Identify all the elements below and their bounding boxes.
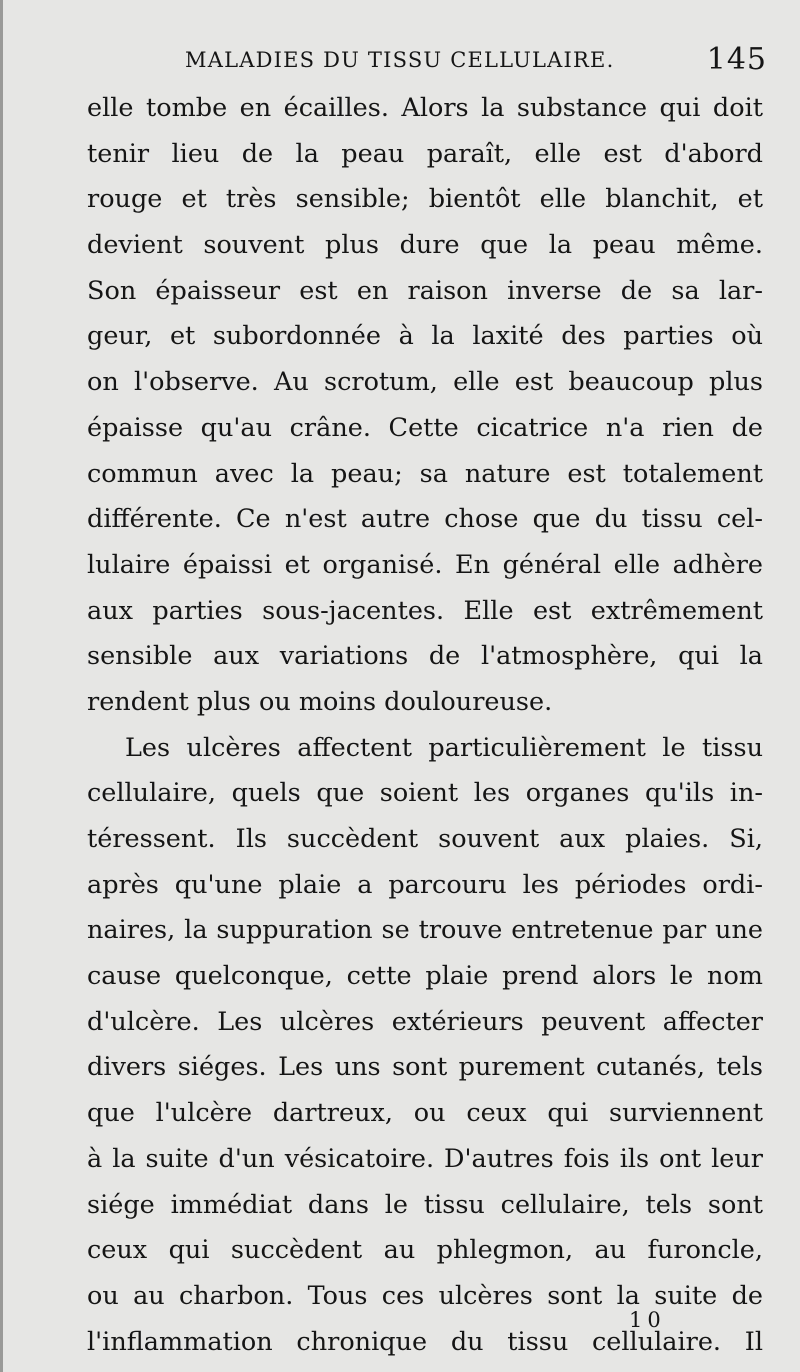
running-title: MALADIES DU TISSU CELLULAIRE.: [185, 48, 615, 72]
text-line: l'inflammation chronique du tissu cellulaire. Il: [87, 1326, 763, 1357]
text-line: téressent. Ils succèdent souvent aux plaies. Si,: [87, 824, 763, 854]
text-line: différente. Ce n'est autre chose que du tissu cel-: [87, 504, 763, 535]
text-line: commun avec la peau; sa nature est totalement: [87, 458, 763, 489]
text-line: siége immédiat dans le tissu cellulaire, tels sont: [87, 1189, 763, 1220]
paragraph-first-line: Les ulcères affectent particulièrement le tissu: [125, 732, 763, 763]
text-line: elle tombe en écailles. Alors la substance qui doit: [87, 93, 763, 123]
text-line: ou au charbon. Tous ces ulcères sont la suite de: [87, 1280, 763, 1311]
text-line: aux parties sous-jacentes. Elle est extrêmement: [87, 595, 763, 626]
text-line: on l'observe. Au scrotum, elle est beaucoup plus: [87, 367, 763, 398]
text-line: devient souvent plus dure que la peau même.: [87, 230, 763, 261]
signature-mark: 10: [629, 1308, 666, 1332]
text-line: cellulaire, quels que soient les organes qu'ils in-: [87, 778, 763, 809]
text-line: à la suite d'un vésicatoire. D'autres fois ils ont leur: [87, 1143, 763, 1174]
text-line: lulaire épaissi et organisé. En général elle adhère: [87, 549, 763, 580]
text-line: Son épaisseur est en raison inverse de sa lar-: [87, 275, 763, 306]
text-line: épaisse qu'au crâne. Cette cicatrice n'a rien de: [87, 412, 763, 443]
text-line: rouge et très sensible; bientôt elle blanchit, et: [87, 184, 763, 215]
text-line: après qu'une plaie a parcouru les périodes ordi-: [87, 869, 763, 900]
text-line: cause quelconque, cette plaie prend alors le nom: [87, 961, 763, 992]
text-line: divers siéges. Les uns sont purement cutanés, tels: [87, 1052, 763, 1083]
text-line: naires, la suppuration se trouve entretenue par une: [87, 915, 763, 946]
text-line: d'ulcère. Les ulcères extérieurs peuvent affecter: [87, 1006, 763, 1037]
text-line: sensible aux variations de l'atmosphère, qui la: [87, 641, 763, 672]
paragraph-last-line: rendent plus ou moins douloureuse.: [87, 686, 553, 717]
text-line: geur, et subordonnée à la laxité des parties où: [87, 321, 763, 352]
body-text: [87, 86, 763, 1365]
text-line: tenir lieu de la peau paraît, elle est d'abord: [87, 138, 763, 169]
text-line: ceux qui succèdent au phlegmon, au furoncle,: [87, 1235, 763, 1266]
page-number: 145: [706, 42, 767, 77]
page-header: [3, 44, 800, 80]
text-line: que l'ulcère dartreux, ou ceux qui surviennent: [87, 1098, 763, 1129]
